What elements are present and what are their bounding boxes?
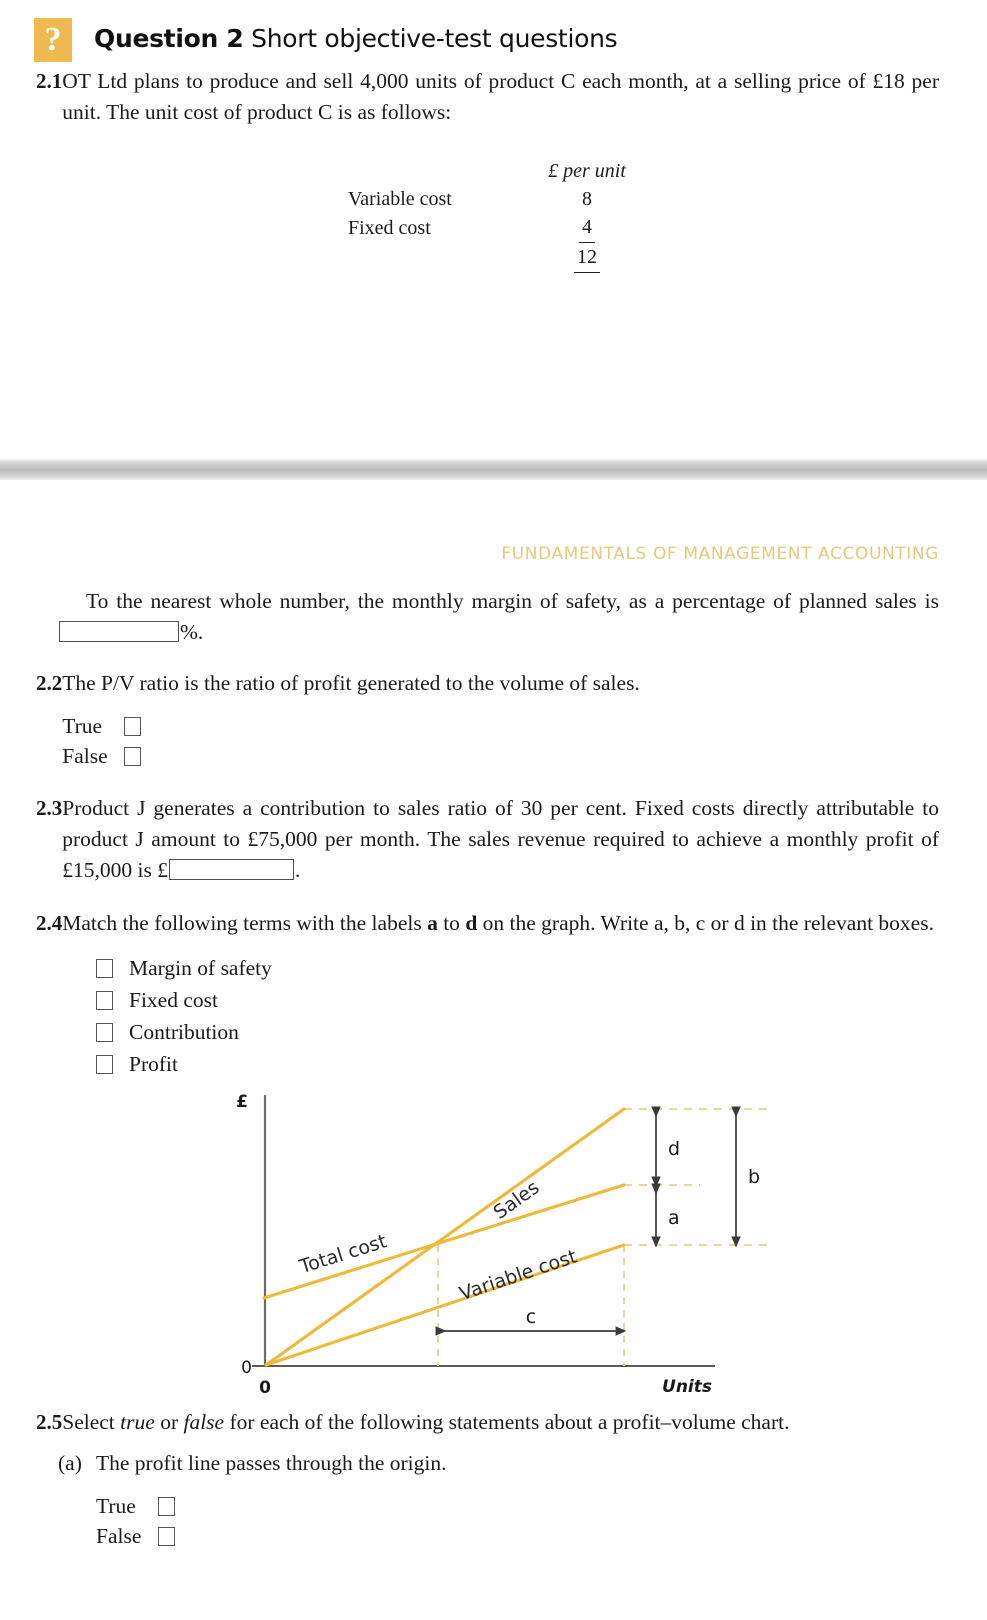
sales-revenue-input[interactable] [169,859,294,880]
measure-label-c: c [525,1306,537,1328]
list-item [96,1049,987,1079]
q24-part1: Match the following terms with the labels [62,911,428,935]
q24-part3: on the graph. Write a, b, c or d in the relevant boxes. [477,911,934,935]
measure-label-a: a [668,1207,680,1229]
question-2-4-body [62,908,939,939]
question-2-2-number: 2.2 [36,671,63,695]
question-2-3 [0,793,987,886]
question-2-3-text: Product J generates a contribution to sales ratio of 30 per cent. Fixed costs directly attributable to product J amount to £75,000 per month. The sales revenue required to achieve a monthly profit of £15,000 is £ [62,796,939,882]
match-label-contribution: Contribution [129,1020,239,1044]
q24-bold-a: a [427,911,438,935]
continuation-text-pre: To the nearest whole number, the monthly margin of safety, as a percentage of planned sales is [86,589,939,613]
q25-part1: Select [62,1410,121,1434]
question-mark-icon: ? [34,18,72,62]
option-row-true [96,1491,939,1521]
total-cost-line [264,1185,624,1298]
question-2-1-text: OT Ltd plans to produce and sell 4,000 units of product C each month, at a selling price of £18 per unit. The unit cost of product C is as follows: [62,69,939,124]
cost-total-label [348,244,548,274]
question-title: Question 2 [94,24,244,53]
y-axis-label: £ [236,1092,248,1112]
question-2-1 [0,66,987,128]
question-2-5 [0,1407,987,1438]
option-label-true: True [62,714,103,738]
list-item [96,1017,987,1047]
question-2-2-options [62,711,939,771]
q25-italic-true: true [120,1410,155,1434]
match-label-margin-of-safety: Margin of safety [129,956,272,980]
cost-row-value-0: 8 [582,188,592,210]
question-2-5-number: 2.5 [36,1410,63,1434]
cost-row-label-1: Fixed cost [348,217,431,239]
q25-option-label-false: False [96,1524,142,1548]
question-header [0,0,987,62]
question-2-4-match-items [96,953,987,1079]
checkbox-true[interactable] [124,717,141,736]
cost-total-value: 12 [574,244,600,273]
continuation-text-post: %. [180,620,204,644]
table-row [348,214,626,244]
question-2-4-number: 2.4 [36,911,63,935]
table-row [348,186,626,214]
sub-a-letter: (a) [58,1451,82,1475]
measure-label-d: d [668,1138,681,1160]
sub-a-text: The profit line passes through the origin. [96,1451,447,1475]
page-break-divider [0,458,987,480]
question-2-1-number: 2.1 [36,69,63,93]
y-origin-label: 0 [241,1358,252,1378]
question-2-3-number: 2.3 [36,796,63,820]
question-2-3-body [62,793,939,886]
q24-bold-d: d [465,911,478,935]
table-total-row [348,244,626,274]
checkbox-false[interactable] [124,747,141,766]
question-2-5-sub-a [0,1448,987,1551]
q25-part3: for each of the following statements about a profit–volume chart. [224,1410,790,1434]
q25-italic-false: false [183,1410,225,1434]
q24-part2: to [437,911,466,935]
sales-line [266,1109,624,1365]
question-2-5-body [62,1407,939,1438]
question-2-2 [0,668,987,771]
option-row-false [96,1521,939,1551]
question-2-1-continuation-text [58,586,939,648]
breakeven-chart [0,1085,987,1405]
match-checkbox-margin-of-safety[interactable] [96,959,113,978]
cost-table-empty-corner [348,158,548,186]
question-2-2-text: The P/V ratio is the ratio of profit generated to the volume of sales. [62,671,640,695]
running-header: FUNDAMENTALS OF MANAGEMENT ACCOUNTING [501,544,939,564]
question-2-5-options [96,1491,939,1551]
option-row-true [62,711,939,741]
sales-line-label: Sales [489,1176,544,1224]
list-item [96,985,987,1015]
q25-checkbox-true[interactable] [158,1497,175,1516]
option-row-false [62,741,939,771]
page-top-section [0,0,987,274]
q25-checkbox-false[interactable] [158,1527,175,1546]
sub-a-row [58,1448,939,1479]
unit-cost-table [0,158,987,274]
question-2-3-text-post: . [294,858,301,882]
question-subtitle: Short objective-test questions [251,24,618,53]
list-item [96,953,987,983]
x-origin-label: 0 [259,1378,271,1398]
margin-of-safety-input[interactable] [59,621,179,642]
option-label-false: False [62,744,108,768]
measure-label-b: b [748,1166,761,1188]
sub-a-body [58,1448,939,1551]
match-label-profit: Profit [129,1052,178,1076]
variable-cost-line-label: Variable cost [456,1245,580,1306]
cost-row-label-0: Variable cost [348,188,452,210]
match-label-fixed-cost: Fixed cost [129,988,218,1012]
question-header-text [94,16,617,62]
cost-table-column-header: £ per unit [548,160,626,182]
match-checkbox-profit[interactable] [96,1055,113,1074]
breakeven-chart-svg [0,1085,987,1405]
question-2-4 [0,908,987,939]
question-2-1-continuation [0,586,987,648]
match-checkbox-fixed-cost[interactable] [96,991,113,1010]
q25-option-label-true: True [96,1494,136,1518]
cost-row-value-1: 4 [579,214,595,243]
x-axis-label: Units [662,1377,712,1397]
match-checkbox-contribution[interactable] [96,1023,113,1042]
q25-part2: or [154,1410,184,1434]
total-cost-line-label: Total cost [297,1230,390,1279]
question-2-2-body [62,668,939,771]
page-two-section [0,490,987,1551]
